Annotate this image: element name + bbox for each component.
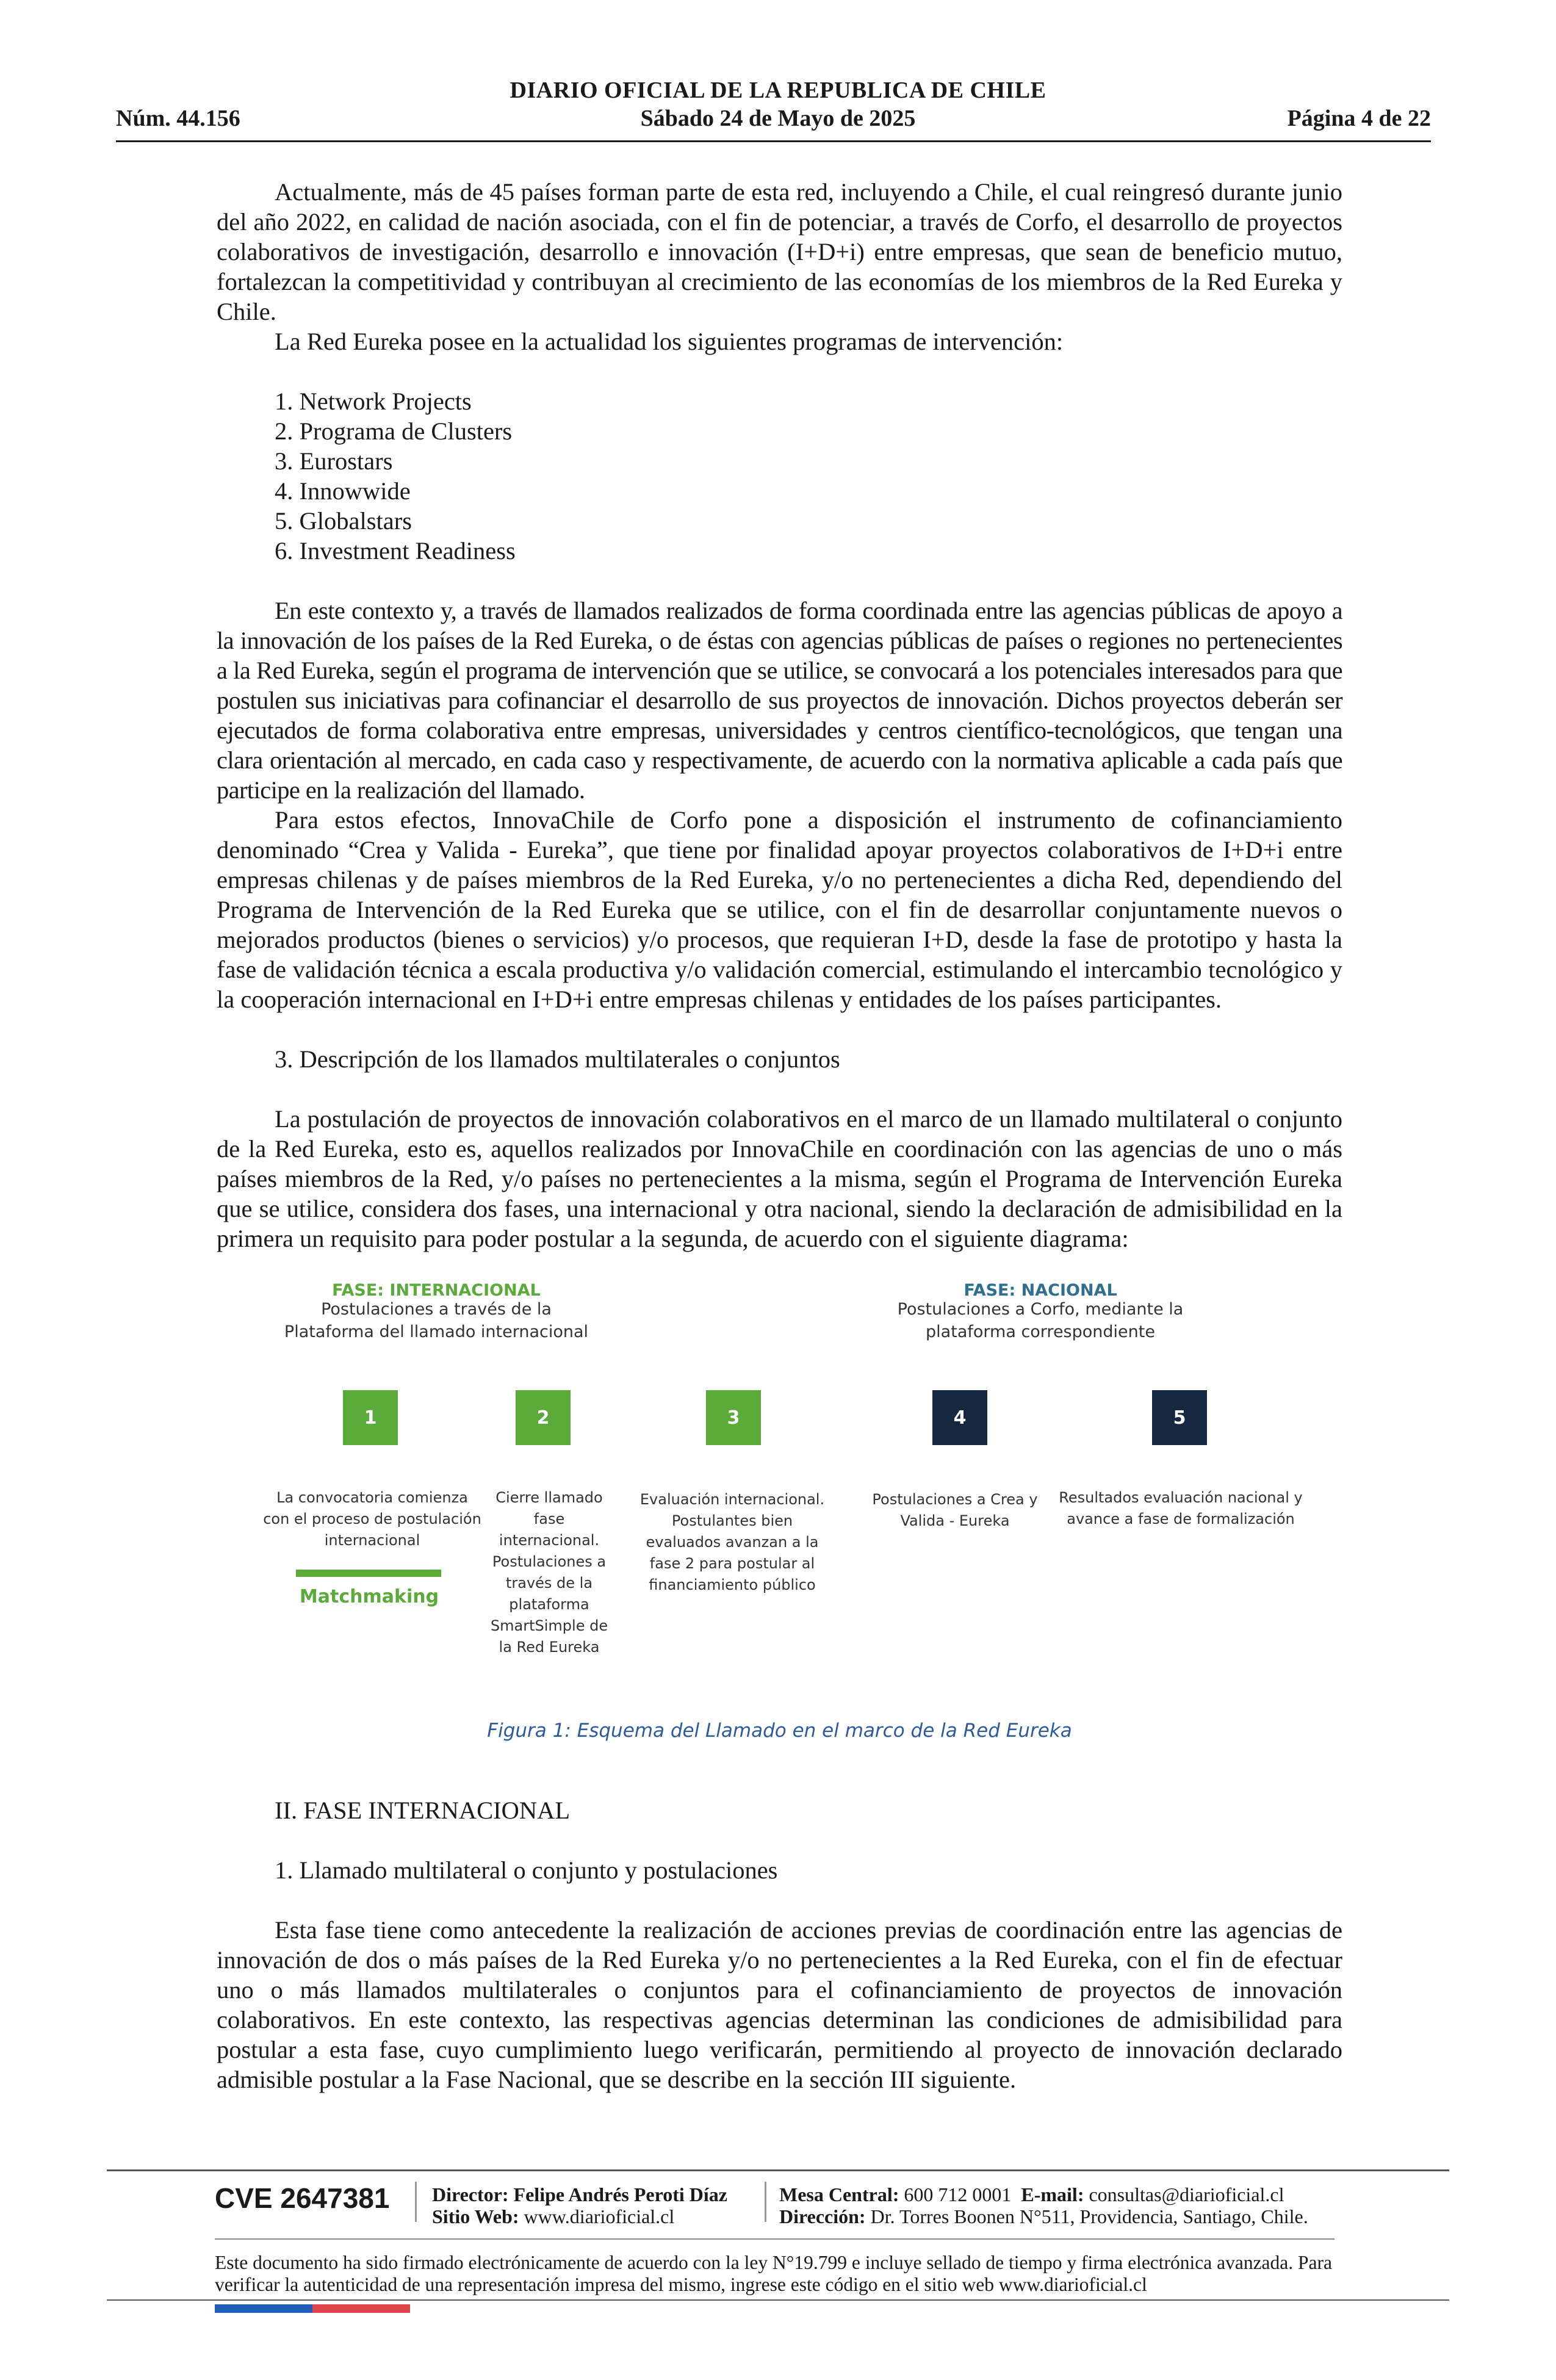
list-item: 1. Network Projects [275,388,472,415]
footer-divider-top [107,2169,1449,2171]
email-label: E-mail: [1021,2183,1084,2205]
legal-notice: Este documento ha sido firmado electrónicamente de acuerdo con la ley N°19.799 e incluye sellado de tiempo y firma electrónica avanzada. Para verificar la autenticidad de una representación impresa del mismo, ingrese este código en el sitio web www.diarioficial.cl [215,2252,1332,2295]
process-diagram [217,1271,1342,1795]
matchmaking-bar [296,1570,441,1577]
section-II-title: II. FASE INTERNACIONAL [275,1797,571,1824]
address-label: Dirección: [779,2205,866,2227]
step-1-description: La convocatoria comienza con el proceso de postulación internacional [263,1489,481,1549]
step-5-description: Resultados evaluación nacional y avance a fase de formalización [1059,1489,1303,1527]
paragraph-eureka-members: Actualmente, más de 45 países forman parte de esta red, incluyendo a Chile, el cual reingresó durante junio del año 2022, en calidad de nación asociada, con el fin de potenciar, a través de Corfo, el desarrollo de proyectos colaborativos de investigación, desarrollo e innovación (I+D+i) entre empresas, que sean de beneficio mutuo, fortalezcan la competitividad y contribuyan al crecimiento de las economías de los miembros de la Red Eureka y Chile. [217,178,1342,325]
phase-national-subtitle: Postulaciones a Corfo, mediante la plataforma correspondiente [897,1300,1184,1341]
issue-date: Sábado 24 de Mayo de 2025 [640,106,916,131]
phase-international-subtitle: Postulaciones a través de la Plataforma del llamado internacional [284,1300,589,1341]
programs-list [217,386,1342,566]
figure-caption: Figura 1: Esquema del Llamado en el marco de la Red Eureka [487,1720,1072,1742]
web-link[interactable]: www.diarioficial.cl [524,2205,675,2227]
paragraph-fase-internacional: Esta fase tiene como antecedente la realización de acciones previas de coordinación entre las agencias de innovación de dos o más países de la Red Eureka y/o no pertenecientes a la Red Eureka, con el fin de efectuar uno o más llamados multilaterales o conjuntos para el cofinanciamiento de proyectos de innovación colaborativos. En este contexto, las respectivas agencias determinan las condiciones de admisibilidad para postular a esta fase, cuyo cumplimiento luego verificarán, permitiendo al proyecto de innovación declarado admisible postular a la Fase Nacional, que se describe en la sección III siguiente. [217,1916,1342,2093]
paragraph-programs-intro: La Red Eureka posee en la actualidad los siguientes programas de intervención: [275,328,1064,355]
paragraph-crea-valida: Para estos efectos, InnovaChile de Corfo pone a disposición el instrumento de cofinanciamiento denominado “Crea y Valida - Eureka”, que tiene por finalidad apoyar proyectos colaborativos de I+D+i entre empresas chilenas y de países miembros de la Red Eureka, y/o no pertenecientes a dicha Red, dependiendo del Programa de Intervención de la Red Eureka que se utilice, con el fin de desarrollar conjuntamente nuevos o mejorados productos (bienes o servicios) y/o procesos, que requieran I+D, desde la fase de prototipo y hasta la fase de validación técnica a escala productiva y/o validación comercial, estimulando el intercambio tecnológico y la cooperación internacional en I+D+i entre empresas chilenas y entidades de los países participantes. [217,806,1342,1013]
subsection-1-title: 1. Llamado multilateral o conjunto y postulaciones [275,1856,778,1884]
step-5-marker: 5 [1152,1390,1207,1445]
issue-number: Núm. 44.156 [116,106,240,131]
phase-international-title: FASE: INTERNACIONAL [332,1281,541,1300]
list-item: 3. Eurostars [275,447,393,475]
step-4-description: Postulaciones a Crea y Valida - Eureka [872,1491,1038,1529]
list-item: 4. Innowwide [275,477,411,505]
web-label: Sitio Web: [432,2205,519,2227]
phase-national-title: FASE: NACIONAL [963,1281,1117,1300]
paragraph-context: En este contexto y, a través de llamados realizados de forma coordinada entre las agencias públicas de apoyo a la innovación de los países de la Red Eureka, o de éstas con agencias públicas de países o regiones no pertenecientes a la Red Eureka, según el programa de intervención que se utilice, se convocará a los potenciales interesados para que postulen sus iniciativas para cofinanciar el desarrollo de sus proyectos de innovación. Dichos proyectos deberán ser ejecutados de forma colaborativa entre empresas, universidades y centros científico-tecnológicos, que tengan una clara orientación al mercado, en cada caso y respectivamente, de acuerdo con la normativa aplicable a cada país que participe en la realización del llamado. [217,597,1342,804]
footer-separator [765,2182,766,2222]
step-3-description: Evaluación internacional. Postulantes bien evaluados avanzan a la fase 2 para postular al financiamiento público [639,1491,825,1593]
footer-director-block [432,2183,727,2227]
address-value: Dr. Torres Boonen N°511, Providencia, Santiago, Chile. [870,2205,1308,2227]
list-item: 2. Programa de Clusters [275,417,513,445]
list-item: 5. Globalstars [275,507,412,535]
phone-label: Mesa Central: [779,2183,899,2205]
newspaper-title: DIARIO OFICIAL DE LA REPUBLICA DE CHILE [510,78,1046,103]
document-body [217,177,1342,2094]
phone-value: 600 712 0001 [904,2183,1012,2205]
step-3-marker: 3 [706,1390,761,1445]
flag-stripe-red [312,2304,410,2313]
step-1-marker: 1 [343,1390,398,1445]
footer-divider-bottom [107,2299,1449,2301]
director-label: Director: [432,2183,509,2205]
cve-code: CVE 2647381 [215,2182,390,2214]
email-link[interactable]: consultas@diarioficial.cl [1089,2183,1284,2205]
step-2-description: Cierre llamado fase internacional. Postulaciones a través de la plataforma SmartSimple de la Red Eureka [490,1489,608,1656]
footer-separator [415,2182,417,2222]
footer-contact-block [779,2183,1308,2227]
flag-stripe-blue [215,2304,312,2313]
page-indicator: Página 4 de 22 [1287,106,1431,131]
matchmaking-label: Matchmaking [299,1586,439,1607]
step-2-marker: 2 [516,1390,571,1445]
director-name: Felipe Andrés Peroti Díaz [513,2183,727,2205]
paragraph-postulacion: La postulación de proyectos de innovación colaborativos en el marco de un llamado multilateral o conjunto de la Red Eureka, esto es, aquellos realizados por InnovaChile en coordinación con las agencias de uno o más países miembros de la Red, y/o países no pertenecientes a la misma, según el Programa de Intervención Eureka que se utilice, considera dos fases, una internacional y otra nacional, siendo la declaración de admisibilidad en la primera un requisito para poder postular a la segunda, de acuerdo con el siguiente diagrama: [217,1105,1342,1252]
step-4-marker: 4 [932,1390,987,1445]
section-3-title: 3. Descripción de los llamados multilaterales o conjuntos [275,1045,840,1073]
header-divider [116,140,1431,142]
footer-divider-middle [215,2238,1334,2240]
list-item: 6. Investment Readiness [275,537,516,564]
